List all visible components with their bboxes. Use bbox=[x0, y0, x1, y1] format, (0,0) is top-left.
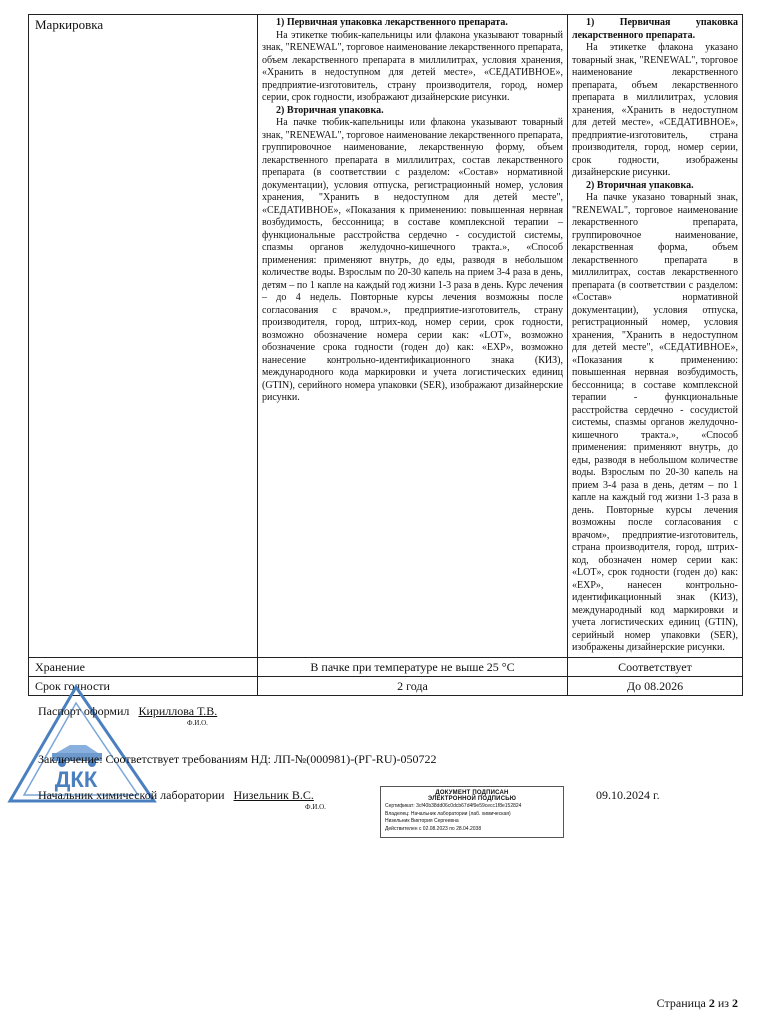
marking-spec bbox=[258, 15, 568, 658]
esig-person: Низельник Виктория Сергеевна bbox=[385, 818, 459, 824]
page-of: из bbox=[717, 996, 729, 1010]
quality-table bbox=[28, 14, 743, 696]
esig-title2: ЭЛЕКТРОННОЙ ПОДПИСЬЮ bbox=[427, 796, 517, 802]
storage-label: Хранение bbox=[29, 657, 258, 676]
electronic-signature-box bbox=[380, 786, 564, 838]
page-current: 2 bbox=[708, 996, 715, 1010]
section-paragraph: На этикетке флакона указано товарный знак, "RENEWAL", торговое наименование лекарственного препарата, объем лекарственного препарата в миллилитрах, условия хранения, «Хранить в недоступном для детей месте», «СЕДАТИВНОЕ», предприятие-изготовитель, страна производителя, город, номер серии, срок годности, изображены дизайнерские рисунки. bbox=[572, 42, 738, 178]
esig-cert: Сертификат: 3cf40b38dd06c0dcb67d4f9e59cecc1f8e152824 bbox=[385, 803, 522, 809]
stamp-text: ДКК bbox=[54, 767, 98, 792]
passport-name: Кириллова Т.В. bbox=[138, 704, 218, 718]
shelf-life-label: Срок годности bbox=[29, 676, 258, 695]
marking-label: Маркировка bbox=[29, 15, 258, 658]
section-paragraph: На пачке тюбик-капельницы или флакона указывают товарный знак, "RENEWAL", торговое наименование лекарственного препарата, группировочное наименование, лекарственную форму, объем лекарственного препарата в миллилитрах, состав лекарственного препарата (в соответствии с разделом: «Состав» нормативной документации), условия отпуска, регистрационный номер, условия хранения, "Хранить в недоступном для детей месте", «СЕДАТИВНОЕ», «Показания к применению: повышенная нервная возбудимость, бессонница; в составе комплексной терапии – функциональные расстройства сердечно - сосудистой системы, спазмы органов желудочно-кишечного тракта.», «Способ применения: применяют внутрь, до еды, разводя в небольшом количестве воды. Взрослым по 20-30 капель на прием 3-4 раза в день, детям – по 1 капле на каждый год жизни 1-3 раза в день. Курс лечения – до 4 недель. Повторные курсы лечения возможны после согласования с врачом.», предприятие-изготовитель, страну производителя, город, штрих-код, номер серии, срок годности, возможно обозначение номера серии как: «LOT», возможно обозначение срока годности (годен до) как: «EXP», возможно нанесение контрольно-идентификационного знака (КИЗ), международного кода маркировки и учета логистических единиц (GTIN), серийного номера упаковки (SER), изображают дизайнерские рисунки. bbox=[262, 117, 563, 403]
esig-title1: ДОКУМЕНТ ПОДПИСАН bbox=[435, 790, 509, 796]
report-date: 09.10.2024 г. bbox=[596, 788, 660, 802]
page-number bbox=[657, 996, 738, 1011]
marking-result bbox=[568, 15, 743, 658]
head-name: Низельник В.С. bbox=[233, 788, 314, 802]
section-heading: 1) Первичная упаковка лекарственного препарата. bbox=[572, 17, 738, 41]
passport-fio: Ф.И.О. bbox=[187, 719, 208, 727]
row-storage bbox=[29, 657, 743, 676]
shelf-life-result: До 08.2026 bbox=[568, 676, 743, 695]
dkk-stamp-logo bbox=[6, 683, 161, 805]
section-heading: 2) Вторичная упаковка. bbox=[276, 104, 384, 116]
shelf-life-spec: 2 года bbox=[258, 676, 568, 695]
storage-result: Соответствует bbox=[568, 657, 743, 676]
section-paragraph: На пачке указано товарный знак, "RENEWAL", торговое наименование лекарственного препарата, группировочное наименование, лекарственная форма, объем лекарственного препарата в миллилитрах, состав лекарственного препарата (в соответствии с разделом: «Состав» нормативной документации), условия отпуска, регистрационный номер, условия хранения, "Хранить в недоступном для детей месте", «СЕДАТИВНОЕ», «Показания к применению: повышенная нервная возбудимость, бессонница; в составе комплексной терапии - функциональные расстройства сердечно - сосудистой системы, спазмы органов желудочно-кишечного тракта.», «Способ применения: применяют внутрь, до еды, разводя в небольшом количестве воды. Взрослым по 20-30 капель на прием 3-4 раза в день, детям – по 1 капле на каждый год жизни 1-3 раза в день. Повторные курсы лечения возможны после согласования с врачом», предприятие-изготовитель, страна производителя, город, штрих-код, обозначен номер серии как: «LOT», срок годности (годен до) как: «EXP», нанесен контрольно-идентификационный знак (КИЗ), международный код маркировки и учета логистических единиц (GTIN), серийный номер упаковки (SER), изображены дизайнерские рисунки. bbox=[572, 192, 738, 653]
esig-owner: Владелец: Начальник лаборатории (лаб. химическая) bbox=[385, 810, 511, 817]
section-paragraph: На этикетке тюбик-капельницы или флакона указывают товарный знак, "RENEWAL", торговое наименование лекарственного препарата, объем лекарственного препарата в миллилитрах, условия хранения, «Хранить в недоступном для детей месте», «СЕДАТИВНОЕ», предприятие-изготовитель, страну производителя, город, номер серии, срок годности, изображают дизайнерские рисунки. bbox=[262, 29, 563, 103]
section-heading: 1) Первичная упаковка лекарственного препарата. bbox=[276, 17, 508, 28]
storage-spec: В пачке при температуре не выше 25 °С bbox=[258, 657, 568, 676]
row-marking bbox=[29, 15, 743, 658]
head-label: Начальник химической лаборатории bbox=[38, 788, 225, 802]
esig-valid: Действителен с 02.08.2023 по 28.04.2038 bbox=[385, 825, 482, 832]
head-line bbox=[38, 788, 314, 803]
passport-line bbox=[38, 704, 217, 719]
page-label: Страница bbox=[656, 996, 706, 1010]
page-total: 2 bbox=[732, 996, 738, 1010]
head-fio: Ф.И.О. bbox=[305, 803, 326, 811]
passport-label: Паспорт оформил bbox=[38, 704, 130, 718]
conclusion-text: Заключение: Соответствует требованиям НД: ЛП-№(000981)-(РГ-RU)-050722 bbox=[38, 752, 437, 766]
section-heading: 2) Вторичная упаковка. bbox=[586, 179, 694, 191]
